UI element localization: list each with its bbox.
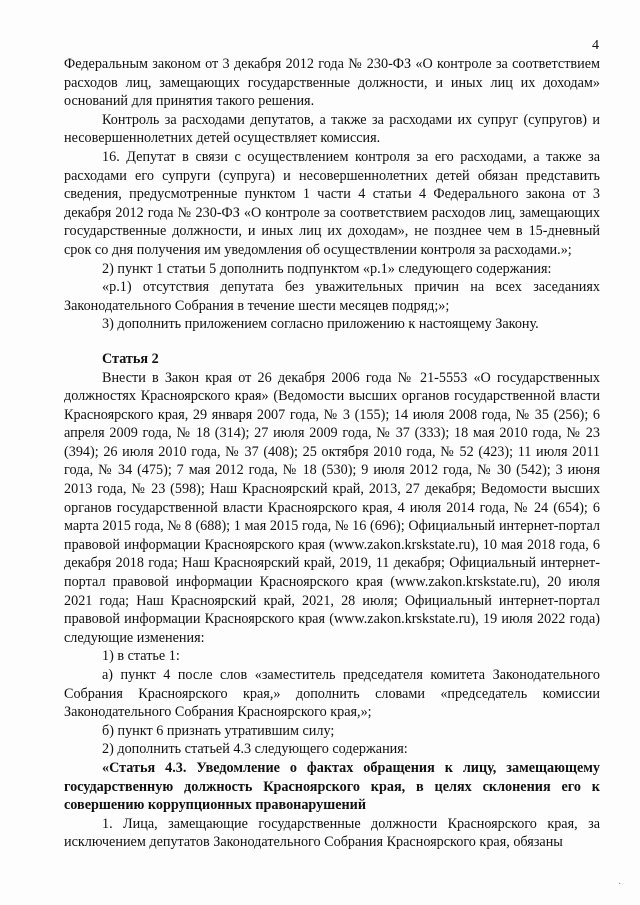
paragraph: Контроль за расходами депутатов, а также за расходами их супруг (супругов) и несовершеннолетних детей осуществляет комиссия. [64,111,600,147]
paragraph: а) пункт 4 после слов «заместитель председателя комитета Законодательного Собрания Красноярского края,» дополнить словами «председатель комиссии Законодательного Собрания Красноярского края,»; [64,667,600,721]
paragraph: Федеральным законом от 3 декабря 2012 года № 230-ФЗ «О контроле за соответствием расходов лиц, замещающих государственные должности, и иных лиц их доходам» оснований для принятия такого решения. [64,56,600,110]
article-heading: Статья 2 [102,350,159,367]
paragraph: 16. Депутат в связи с осуществлением контроля за его расходами, а также за расходами его супруги (супруга) и несовершеннолетних детей обязан представить сведения, предусмотренные пунктом 1 части 4 статьи 4 Федерального закона от 3 декабря 2012 года № 230-ФЗ «О контроле за соответствием расходов лиц, замещающих государственные должности, и иных лиц их доходам», не позднее чем в 15-дневный срок со дня получения им уведомления об осуществлении контроля за расходами.»; [64,148,600,258]
paragraph: «р.1) отсутствия депутата без уважительных причин на всех заседаниях Законодательного Собрания в течение шести месяцев подряд;»; [64,279,600,314]
article-title: «Статья 4.3. Уведомление о фактах обращения к лицу, замещающему государственную должность Красноярского края, в целях склонения его к совершению коррупционных правонарушений [64,759,600,814]
paragraph: 3) дополнить приложением согласно приложению к настоящему Закону. [102,316,539,333]
paragraph: 2) пункт 1 статьи 5 дополнить подпунктом «р.1» следующего содержания: [102,260,552,277]
paragraph: Внести в Закон края от 26 декабря 2006 года № 21-5553 «О государственных должностях Красноярского края» (Ведомости высших органов государственной власти Красноярского края, 29 января 2007 года, № 3 (155); 14 июля 2008 года, № 35 (256); 6 апреля 2009 года, № 18 (314); 27 июля 2009 года, № 37 (333); 18 мая 2010 года, № 23 (394); 26 июля 2010 года, № 37 (408); 25 октября 2010 года, № 52 (423); 11 июля 2011 года, № 34 (475); 7 мая 2012 года, № 18 (530); 9 июля 2012 года, № 30 (542); 3 июня 2013 года, № 23 (598); Наш Красноярский край, 2013, 27 декабря; Ведомости высших органов государственной власти Красноярского края, 4 июля 2014 года, № 24 (654); 6 марта 2015 года, № 8 (688); 1 мая 2015 года, № 16 (696); Официальный интернет-портал правовой информации Красноярского края (www.zakon.krskstate.ru), 10 мая 2018 года, 6 декабря 2018 года; Наш Красноярский край, 2019, 11 декабря; Официальный интернет-портал правовой информации Красноярского края (www.zakon.krskstate.ru), 20 июля 2021 года; Наш Красноярский край, 2021, 28 июля; Официальный интернет-портал правовой информации Красноярского края (www.zakon.krskstate.ru), 19 июля 2022 года) следующие изменения: [64,369,600,646]
document-body [64,55,600,852]
paragraph: б) пункт 6 признать утратившим силу; [102,722,335,739]
paragraph: 2) дополнить статьей 4.3 следующего содержания: [102,741,408,758]
paragraph: 1) в статье 1: [102,648,180,665]
scan-mark: · [618,879,622,890]
paragraph: 1. Лица, замещающие государственные должности Красноярского края, за исключением депутатов Законодательного Собрания Красноярского края, обязаны [64,815,600,851]
page-number: 4 [592,38,599,53]
